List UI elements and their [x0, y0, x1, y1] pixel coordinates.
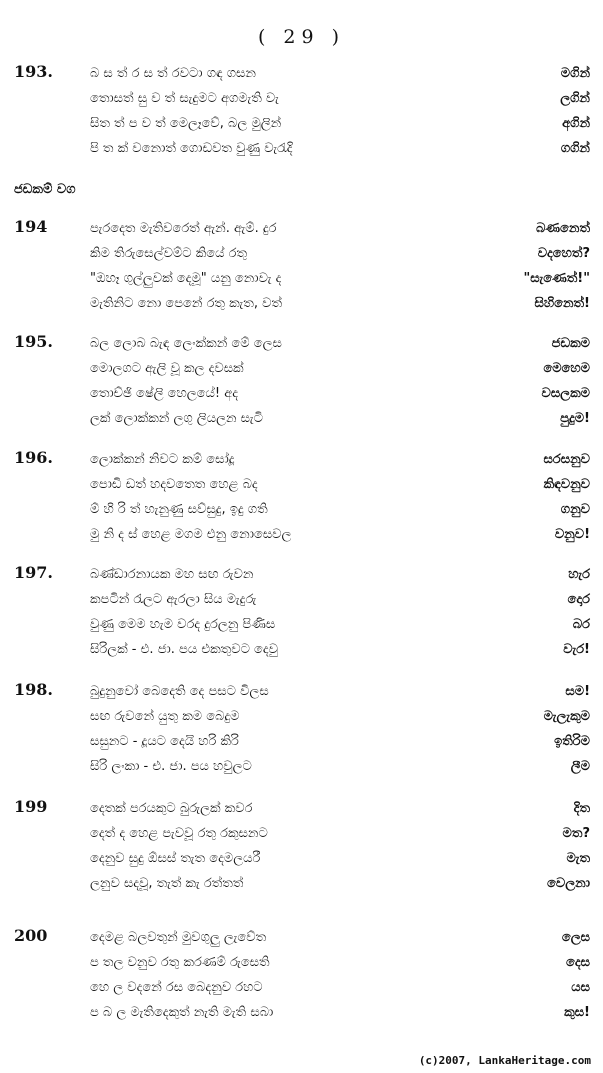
- verse-line: [90, 926, 590, 950]
- verse-text: ප බ ල මැතිදෙකුත් නැති මැති සබා: [90, 1005, 274, 1020]
- verse-line: [90, 638, 590, 662]
- verse-text: බ ස ත් ර ස ත් රවටා ගඳ ගසන: [90, 66, 256, 81]
- verse-line: [90, 137, 590, 161]
- verse-text: දෙමළ බලවතුන් මුවගුලු ලැවේත: [90, 930, 267, 945]
- stanza-number: 197.: [14, 563, 53, 582]
- verse-line: [90, 267, 590, 291]
- verse-line: [90, 613, 590, 637]
- page-number: ( 29 ): [257, 26, 346, 48]
- verse-text: සිරි ලංකා - එ. ජා. පය හවුලට: [90, 759, 252, 774]
- rhyme-word: ලගින්: [560, 91, 590, 106]
- verse-line: [90, 357, 590, 381]
- verse-text: සිත ත් ප ව ත් මෙලෑවේ, බල මුලින්: [90, 116, 282, 131]
- rhyme-word: ඉතිරිම: [554, 734, 590, 749]
- rhyme-word: යස: [571, 980, 590, 995]
- stanza-number: 196.: [14, 448, 53, 467]
- verse-line: [90, 498, 590, 522]
- verse-text: දෙත් ද හෙළ පැවවූ රතු රකුසනට: [90, 826, 268, 841]
- rhyme-word: සිහිනෙත්!: [534, 296, 590, 311]
- rhyme-word: වෙලනා: [547, 876, 590, 891]
- verse-text: තොච්ඡි ෂේලි හෙලයේ! අද: [90, 386, 238, 401]
- verse-line: [90, 847, 590, 871]
- verse-text: දෙතක් පරයකුට බුරුලක් කවර: [90, 801, 253, 816]
- verse-line: [90, 87, 590, 111]
- verse-line: [90, 242, 590, 266]
- verse-text: බුදුනුවෝ බෙදෙති දෙ පසට විලස: [90, 684, 269, 699]
- verse-text: ප තල වනුව රතු කරණම් රුසෙති: [90, 955, 270, 970]
- verse-line: [90, 872, 590, 896]
- rhyme-word: බණනෙත්: [536, 221, 590, 236]
- verse-line: [90, 563, 590, 587]
- rhyme-word: ලෙස: [561, 930, 590, 945]
- stanza-number: 193.: [14, 62, 53, 81]
- section-heading: ජඩකම් වග: [14, 182, 76, 197]
- verse-line: [90, 951, 590, 975]
- verse-text: වුණු මෙම හැම වරද දුරලනු පිණිස: [90, 617, 276, 632]
- verse-line: [90, 730, 590, 754]
- verse-line: [90, 755, 590, 779]
- verse-text: "ඔහෑ ගුල්ලුවක් දෙමූ" යනු නොවැ ද: [90, 271, 282, 286]
- verse-line: [90, 680, 590, 704]
- stanza-number: 194: [14, 217, 48, 236]
- verse-text: තොසත් සු ව ත් සැදුමට අගමැති වැ: [90, 91, 279, 106]
- verse-text: ලොක්කන් නිවට කම් සෝදූ: [90, 452, 235, 467]
- rhyme-word: පුදුම!: [560, 411, 590, 426]
- verse-text: මොලගට ඇලි වූ කල දවසක්: [90, 361, 244, 376]
- verse-text: පි ත ක් වනොත් ගොඩවත වුණු වැරැදි: [90, 141, 293, 156]
- rhyme-word: ගනුව: [560, 502, 590, 517]
- rhyme-word: වනුව!: [554, 527, 590, 542]
- rhyme-word: අගින්: [562, 116, 590, 131]
- copyright-notice: (c)2007, LankaHeritage.com: [418, 1054, 591, 1067]
- rhyme-word: වැර!: [563, 642, 590, 657]
- verse-text: දෙනුව සුදු ඕසස් තැත දෙමලයරී: [90, 851, 261, 866]
- stanza-number: 198.: [14, 680, 53, 699]
- verse-line: [90, 112, 590, 136]
- verse-text: ලනුව සදවූ, තැත් කැ රත්තත්: [90, 876, 244, 891]
- rhyme-word: දොර: [567, 592, 590, 607]
- verse-line: [90, 382, 590, 406]
- verse-line: [90, 62, 590, 86]
- verse-text: සඟ රුවනේ යුතු කම බෙදුම: [90, 709, 240, 724]
- rhyme-word: ලීම: [570, 759, 590, 774]
- rhyme-word: වදහෙත්?: [537, 246, 590, 261]
- verse-line: [90, 217, 590, 241]
- rhyme-word: හැර: [568, 567, 590, 582]
- verse-line: [90, 588, 590, 612]
- rhyme-word: දිත: [573, 801, 590, 816]
- verse-text: බණ්ඩාරනායක මහ සඟ රුවන: [90, 567, 254, 582]
- verse-line: [90, 332, 590, 356]
- verse-text: කිම තිරුසෙල්වම්ට කියේ රතු: [90, 246, 248, 261]
- rhyme-word: වසලකම: [541, 386, 590, 401]
- rhyme-word: ගගින්: [560, 141, 590, 156]
- verse-text: මැතිනිට නො පෙනේ රතු කැත, වත්: [90, 296, 283, 311]
- rhyme-word: ජඩකම: [551, 336, 590, 351]
- stanza-number: 200: [14, 926, 48, 945]
- verse-text: හෙ ල වදනේ රස බෙදනුව රහට: [90, 980, 263, 995]
- rhyme-word: කිඳවනුව: [543, 477, 590, 492]
- verse-line: [90, 797, 590, 821]
- verse-line: [90, 1001, 590, 1025]
- verse-line: [90, 473, 590, 497]
- stanza-number: 195.: [14, 332, 53, 351]
- verse-line: [90, 407, 590, 431]
- verse-line: [90, 976, 590, 1000]
- verse-text: කපටින් රැලට ඇරලා සිය මැදුරු: [90, 592, 257, 607]
- verse-text: පැරදෙත මැතිවරෙත් ඇන්. ඇම්. දුර: [90, 221, 277, 236]
- rhyme-word: දෙස: [566, 955, 590, 970]
- rhyme-word: බර: [572, 617, 590, 632]
- verse-line: [90, 523, 590, 547]
- verse-text: බල ලොබ බැඳ ලෙංක්කන් මේ ලෙස: [90, 336, 282, 351]
- rhyme-word: මැත: [566, 851, 590, 866]
- rhyme-word: මගින්: [560, 66, 590, 81]
- verse-line: [90, 822, 590, 846]
- rhyme-word: මත?: [562, 826, 590, 841]
- verse-line: [90, 448, 590, 472]
- verse-line: [90, 292, 590, 316]
- rhyme-word: සම!: [565, 684, 590, 699]
- verse-text: ලක් ලොක්කන් ලගු ලියලන සැටි: [90, 411, 263, 426]
- verse-text: මු නි ද ස් හෙළ මගම එනු නොසෙවල: [90, 527, 292, 542]
- rhyme-word: මැලැකුම: [543, 709, 590, 724]
- rhyme-word: කුස!: [564, 1005, 590, 1020]
- verse-text: සසුනට - දූයට දෙයි හරි කිරි: [90, 734, 239, 749]
- rhyme-word: සරසනුව: [543, 452, 590, 467]
- rhyme-word: මෙහෙම: [543, 361, 590, 376]
- verse-text: ම් හි රි ත් හැනුණු සව්සුදු, ඉදු ගති: [90, 502, 268, 517]
- verse-line: [90, 705, 590, 729]
- rhyme-word: "සැණෙත්!": [523, 271, 590, 286]
- verse-text: සිරිලක් - එ. ජා. පය එකතුවට දෙවු: [90, 642, 279, 657]
- stanza-number: 199: [14, 797, 48, 816]
- verse-text: පොඩි ඩත් හදවතෙත හෙළ බද: [90, 477, 258, 492]
